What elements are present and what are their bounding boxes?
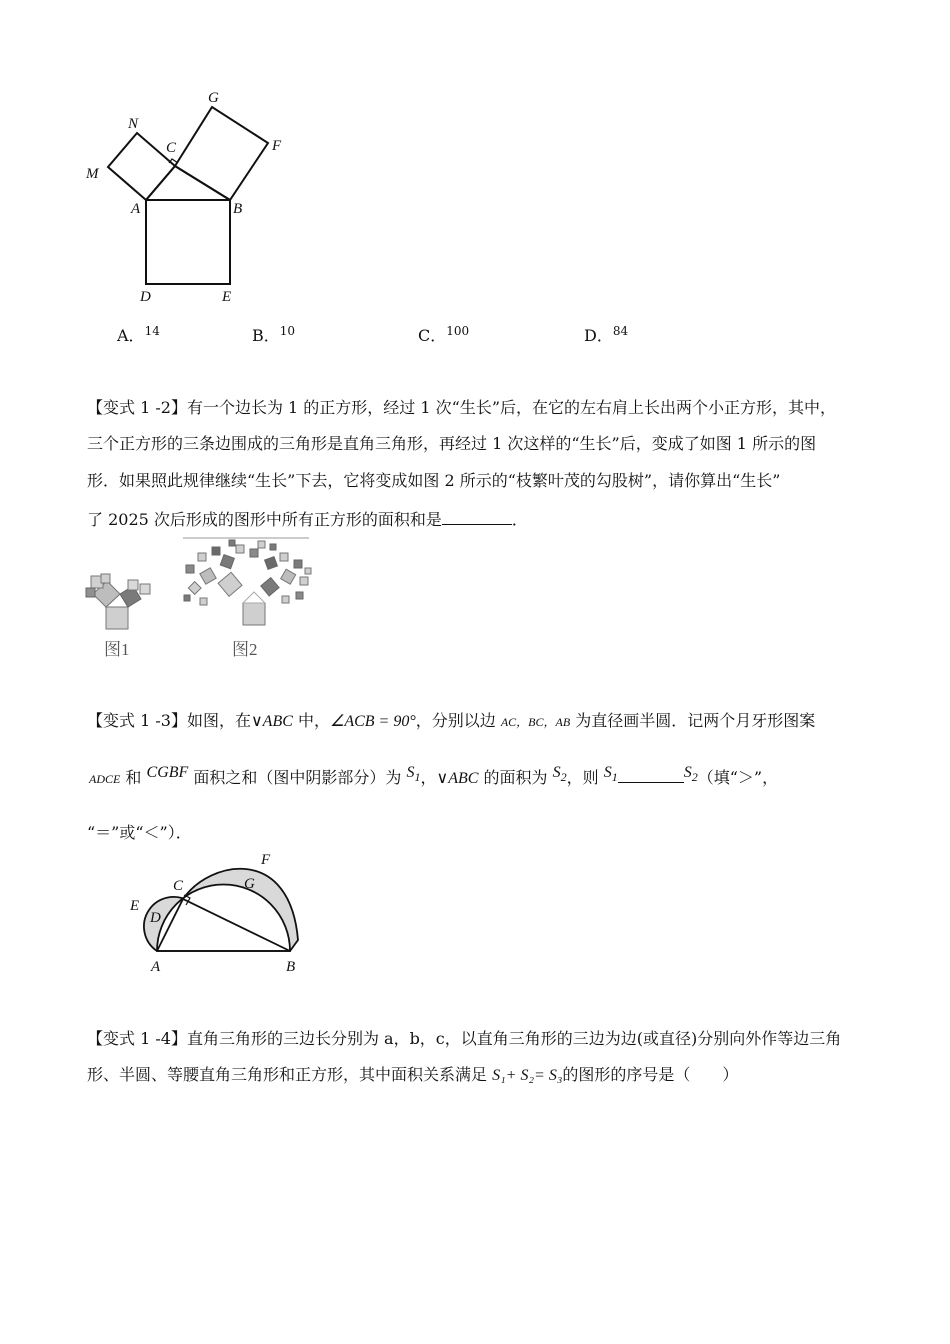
q3-fill-hint: （填“＞”， bbox=[697, 768, 779, 787]
q2-line-3: 形．如果照此规律继续“生长”下去，它将变成如图 2 所示的“枝繁叶茂的勾股树”，请你算出“生长” bbox=[87, 471, 781, 490]
option-a-letter: A． bbox=[117, 326, 145, 345]
q3-l2-text: 面积之和（图中阴影部分）为 bbox=[188, 768, 407, 787]
label-g: G bbox=[208, 90, 219, 106]
label-d: D bbox=[140, 289, 151, 305]
q3-l1-triangle-symbol: ∨ bbox=[250, 711, 263, 730]
q3-then: ，则 bbox=[566, 768, 604, 787]
lune-label-b: B bbox=[286, 959, 296, 975]
q2-line-4-text: 了 2025 次后形成的图形中所有正方形的面积和是 bbox=[87, 510, 442, 529]
q3-sides: AC，BC，AB bbox=[500, 715, 571, 729]
tree-figure-2 bbox=[184, 540, 311, 625]
q3-l1-prefix: 【变式 1 -3】如图，在 bbox=[87, 711, 251, 730]
lune-figure bbox=[120, 850, 330, 975]
label-e: E bbox=[222, 289, 232, 305]
lune-label-c: C bbox=[173, 878, 184, 894]
lune-label-g: G bbox=[244, 876, 255, 892]
q4-line-2-end: 的图形的序号是（ ） bbox=[562, 1065, 739, 1084]
tree-figure-1 bbox=[86, 574, 150, 629]
lune-label-d: D bbox=[150, 910, 161, 926]
option-c[interactable] bbox=[418, 326, 469, 347]
q4-line-1: 【变式 1 -4】直角三角形的三边长分别为 a，b，c，以直角三角形的三边为边(或直径)分别向外作等边三角 bbox=[87, 1029, 842, 1048]
option-d[interactable] bbox=[584, 326, 628, 347]
lune-label-f: F bbox=[261, 852, 271, 868]
q3-l2-abc: ABC bbox=[448, 770, 479, 787]
q3-l1-end: 为直径画半圆．记两个月牙形图案 bbox=[570, 711, 816, 730]
q3-l1-abc: ABC bbox=[262, 713, 293, 730]
q3-comma: ， bbox=[420, 768, 437, 787]
option-d-letter: D． bbox=[584, 326, 613, 345]
lune-label-e: E bbox=[130, 898, 140, 914]
q3-line-3: “＝”或“＜”）． bbox=[87, 823, 192, 842]
label-c: C bbox=[166, 140, 177, 156]
q3-s1-compare-sub: 1 bbox=[611, 770, 618, 785]
q3-s1-compare: S bbox=[603, 764, 612, 781]
fig2-caption: 图2 bbox=[232, 640, 258, 659]
label-a: A bbox=[131, 201, 141, 217]
q3-l1-text: ，分别以边 bbox=[415, 711, 501, 730]
growth-figures bbox=[82, 535, 322, 665]
q3-cgbf: CGBF bbox=[146, 764, 189, 781]
q3-line-2 bbox=[89, 766, 778, 793]
q3-line-1 bbox=[87, 711, 815, 732]
option-c-letter: C． bbox=[418, 326, 447, 345]
q3-answer-blank[interactable] bbox=[618, 766, 684, 783]
fig1-caption: 图1 bbox=[104, 640, 130, 659]
q2-line-4 bbox=[87, 508, 528, 530]
pythagoras-squares-figure bbox=[80, 85, 300, 310]
q3-s1-sub: 1 bbox=[414, 770, 421, 785]
q3-s2-sub: 2 bbox=[560, 770, 567, 785]
option-b-value: 10 bbox=[279, 324, 296, 338]
q2-line-2: 三个正方形的三条边围成的三角形是直角三角形，再经过 1 次这样的“生长”后，变成了如图 1 所示的图 bbox=[87, 434, 817, 453]
option-a[interactable] bbox=[117, 326, 160, 347]
option-d-value: 84 bbox=[612, 324, 629, 338]
q2-line-4-end: ． bbox=[511, 510, 528, 529]
q2-line-1: 【变式 1 -2】有一个边长为 1 的正方形，经过 1 次“生长”后，在它的左右肩上长出两个小正方形，其中， bbox=[87, 398, 837, 417]
label-f: F bbox=[272, 138, 282, 154]
q2-answer-blank[interactable] bbox=[442, 508, 512, 525]
label-m: M bbox=[86, 166, 99, 182]
q3-s2-compare-sub: 2 bbox=[691, 770, 698, 785]
q3-angle: ∠ACB = 90° bbox=[329, 713, 416, 730]
q3-s2: S bbox=[552, 764, 561, 781]
lune-label-a: A bbox=[151, 959, 161, 975]
option-a-value: 14 bbox=[144, 324, 160, 338]
q3-l2-triangle-symbol: ∨ bbox=[436, 768, 449, 787]
q3-s2-compare: S bbox=[683, 764, 692, 781]
q3-adce: ADCE bbox=[89, 772, 121, 786]
option-c-value: 100 bbox=[446, 324, 470, 338]
q3-and: 和 bbox=[120, 768, 147, 787]
q4-line-2-text: 形、半圆、等腰直角三角形和正方形，其中面积关系满足 bbox=[87, 1065, 493, 1084]
q4-formula: S₁+ S₂= S₃ bbox=[492, 1067, 563, 1084]
label-n: N bbox=[128, 116, 139, 132]
label-b: B bbox=[233, 201, 243, 217]
q3-s1: S bbox=[406, 764, 415, 781]
option-b[interactable] bbox=[252, 326, 295, 347]
option-b-letter: B． bbox=[252, 326, 280, 345]
q3-l2-area: 的面积为 bbox=[478, 768, 553, 787]
q3-l1-mid: 中， bbox=[292, 711, 330, 730]
q4-line-2 bbox=[87, 1065, 738, 1086]
